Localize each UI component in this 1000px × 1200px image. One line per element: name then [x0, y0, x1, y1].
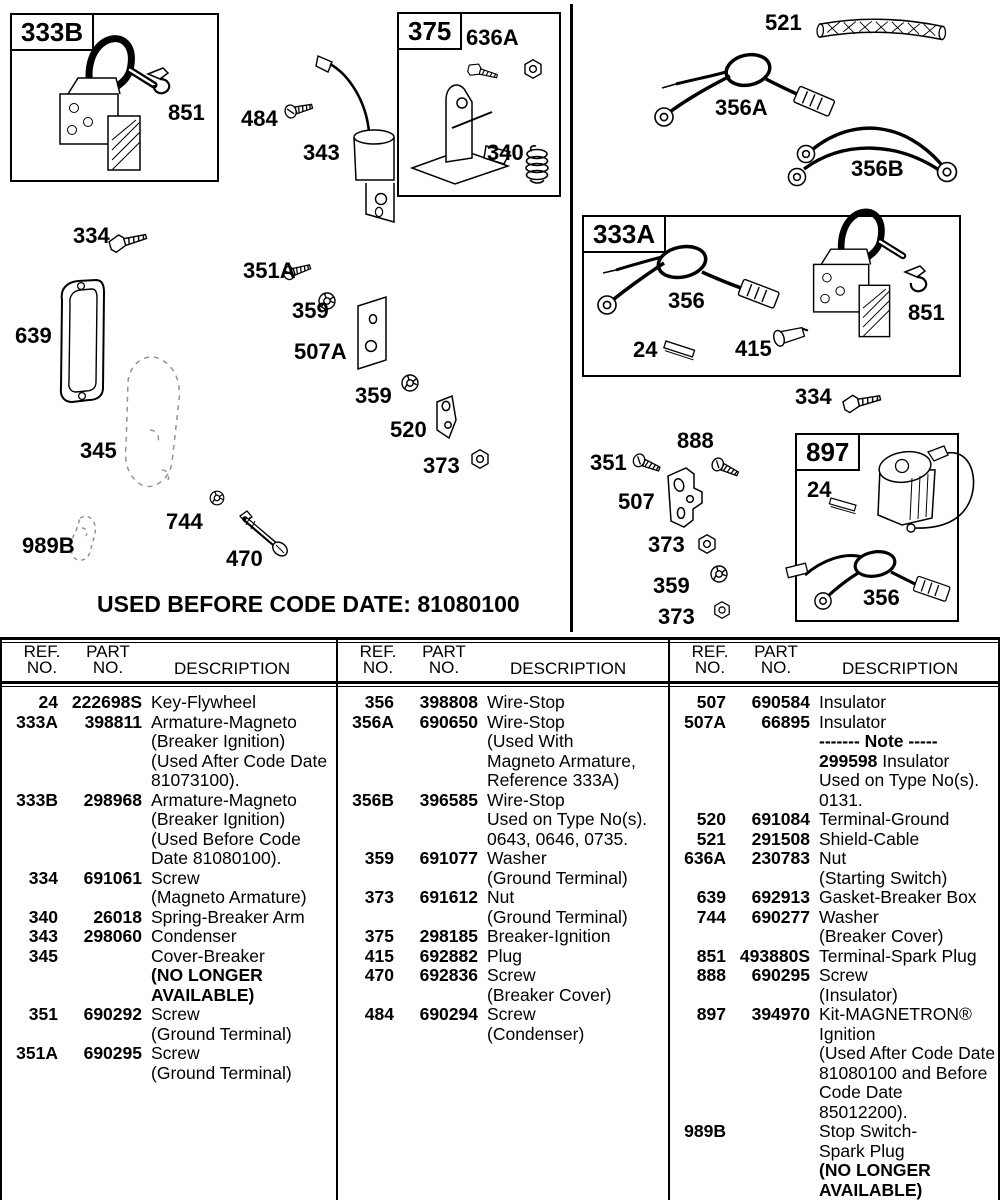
ref-no-cell: 345: [28, 945, 58, 966]
table-row: [670, 713, 996, 811]
screw-334-drawing: [108, 228, 148, 254]
table-row: [338, 693, 664, 713]
ref-no-cell: 484: [364, 1004, 394, 1024]
part-label: 507A: [294, 339, 347, 364]
part-no-cell: 690295: [751, 965, 810, 985]
part-label: 24: [633, 337, 658, 362]
part-label: 484: [241, 106, 278, 131]
part-label: 356A: [715, 95, 768, 120]
table-row: [670, 947, 996, 967]
part-no-header: PART NO.: [422, 642, 466, 677]
part-no-cell: 690292: [83, 1004, 142, 1024]
description-cell: Terminal-Ground: [819, 809, 950, 829]
ref-no-cell: 507A: [684, 711, 726, 732]
table-row: [338, 888, 664, 927]
nut-373-drawing: [699, 535, 715, 553]
part-no-cell: 691061: [83, 867, 142, 888]
table-row: [670, 1122, 996, 1200]
parts-col-0: [2, 637, 336, 1200]
ref-no-cell: 470: [364, 965, 394, 985]
table-row: [2, 791, 332, 869]
part-label: 521: [765, 10, 802, 35]
description-cell: Armature-Magneto (Breaker Ignition) (Used Before Code Date 81080100).: [151, 789, 301, 868]
ref-no-cell: 520: [696, 809, 726, 829]
part-no-cell: 230783: [751, 848, 810, 868]
part-label: 334: [73, 223, 110, 248]
description-header: DESCRIPTION: [510, 659, 627, 678]
description-cell: Screw (Ground Terminal): [151, 1043, 292, 1083]
description-cell: Washer (Breaker Cover): [819, 906, 944, 946]
part-no-cell: 493880S: [739, 945, 810, 966]
part-label: 373: [423, 453, 460, 478]
description-cell: Spring-Breaker Arm: [151, 906, 305, 927]
description-cell: Nut (Ground Terminal): [487, 887, 628, 927]
part-label: 744: [166, 509, 203, 534]
description-cell: Screw (Condenser): [487, 1004, 585, 1044]
part-no-cell: 394970: [751, 1004, 810, 1024]
nut-373-drawing: [472, 450, 488, 468]
part-no-cell: 66895: [761, 711, 810, 732]
description-cell: Gasket-Breaker Box: [819, 887, 977, 907]
table-row: [2, 1005, 332, 1044]
part-label: 359: [355, 383, 392, 408]
part-no-cell: 692913: [751, 887, 810, 907]
ref-no-cell: 356: [364, 692, 394, 712]
table-row: [338, 966, 664, 1005]
condenser-343-drawing: [316, 56, 394, 222]
washer-359-drawing: [402, 375, 418, 391]
screw-888-drawing: [710, 456, 740, 479]
part-no-cell: 690650: [419, 711, 478, 732]
part-no-cell: 298968: [83, 789, 142, 810]
ref-no-cell: 373: [364, 887, 394, 907]
insulator-507a-drawing: [358, 297, 386, 369]
part-no-cell: 691077: [419, 848, 478, 868]
column-header: [670, 644, 1000, 684]
part-label: 636A: [466, 25, 519, 50]
table-row: [338, 927, 664, 947]
part-no-cell: 692836: [419, 965, 478, 985]
part-label: 507: [618, 489, 655, 514]
nut-636a-drawing: [525, 60, 541, 78]
ref-no-cell: 851: [696, 945, 726, 966]
part-no-cell: 690277: [751, 906, 810, 927]
ref-no-cell: 356A: [352, 711, 394, 732]
code-date-caption: USED BEFORE CODE DATE: 81080100: [97, 591, 520, 617]
washer-359-drawing: [711, 566, 727, 582]
table-row: [2, 908, 332, 928]
part-no-cell: 396585: [419, 789, 478, 810]
table-row: [338, 791, 664, 850]
part-label: 639: [15, 323, 52, 348]
inset-box-label-333a: 333A: [582, 215, 666, 253]
part-no-cell: 692882: [419, 945, 478, 966]
description-cell: Screw (Ground Terminal): [151, 1004, 292, 1044]
part-no-cell: 691612: [419, 887, 478, 907]
part-no-cell: 291508: [751, 828, 810, 849]
table-row: [338, 849, 664, 888]
description-cell: Breaker-Ignition: [487, 926, 611, 946]
description-cell: Washer (Ground Terminal): [487, 848, 628, 888]
part-no-header: PART NO.: [754, 642, 798, 677]
armature-magneto-333b-drawing: [60, 39, 154, 170]
part-no-cell: 398808: [419, 692, 478, 712]
part-label: 851: [908, 300, 945, 325]
table-row: [338, 713, 664, 791]
part-label: 345: [80, 438, 117, 463]
nut-373-drawing: [715, 602, 729, 619]
breaker-screw-drawing: [467, 62, 499, 82]
table-row: [670, 908, 996, 947]
plug-415-drawing: [772, 322, 810, 347]
table-row: [2, 927, 332, 947]
description-cell: Key-Flywheel: [151, 692, 257, 712]
ref-no-cell: 888: [696, 965, 726, 985]
part-no-cell: 691084: [751, 809, 810, 829]
part-label: 359: [653, 573, 690, 598]
part-no-cell: 398811: [84, 711, 142, 732]
description-header: DESCRIPTION: [842, 659, 959, 678]
table-row: [2, 869, 332, 908]
table-row: [2, 1044, 332, 1083]
ref-no-cell: 375: [364, 926, 394, 946]
ref-no-cell: 333A: [16, 711, 58, 732]
magnetron-ignition-897-drawing: [877, 446, 973, 532]
inset-box-label-333b: 333B: [10, 13, 94, 51]
description-header: DESCRIPTION: [174, 659, 291, 678]
description-cell: Plug: [487, 945, 523, 966]
parts-col-2: [670, 637, 1000, 1200]
table-row: [670, 693, 996, 713]
description-cell: Nut (Starting Switch): [819, 848, 948, 888]
description-cell: Kit-MAGNETRON® Ignition (Used After Code Date 81080100 and Before Code Date 85012200).: [819, 1004, 996, 1122]
part-label: 340: [487, 140, 524, 165]
screw-484-drawing: [284, 99, 314, 119]
screw-334-drawing: [842, 389, 882, 413]
ref-no-cell: 989B: [684, 1121, 726, 1141]
description-cell: Stop Switch- Spark Plug (NO LONGER AVAILABLE): [819, 1121, 931, 1200]
ref-no-header: REF. NO.: [23, 642, 61, 677]
part-label: 356: [863, 585, 900, 610]
description-cell: Wire-Stop (Used With Magneto Armature, Reference 333A): [487, 711, 636, 790]
part-label: 343: [303, 140, 340, 165]
part-label: 351A: [243, 258, 296, 283]
part-label: 373: [658, 604, 695, 629]
part-label: 356B: [851, 156, 904, 181]
ref-no-cell: 639: [696, 887, 726, 907]
ref-no-cell: 340: [28, 906, 58, 927]
description-cell: Wire-Stop Used on Type No(s). 0643, 0646, 0735.: [487, 789, 648, 849]
part-label: 470: [226, 546, 263, 571]
part-label: 989B: [22, 533, 75, 558]
key-flywheel-24-drawing: [663, 341, 696, 360]
armature-magneto-333a-drawing: [814, 212, 903, 337]
description-cell: Armature-Magneto (Breaker Ignition) (Used After Code Date 81073100).: [151, 711, 328, 790]
gasket-breaker-box-639-drawing: [61, 280, 104, 402]
part-no-cell: 690584: [751, 692, 810, 712]
table-row: [670, 810, 996, 830]
part-label: 334: [795, 384, 832, 409]
description-cell: Screw (Breaker Cover): [487, 965, 612, 1005]
table-row: [338, 947, 664, 967]
part-no-cell: 222698S: [71, 692, 142, 712]
breaker-ignition-375-drawing: [412, 85, 510, 184]
part-no-cell: 690295: [83, 1043, 142, 1063]
part-label: 888: [677, 428, 714, 453]
parts-col-1: [338, 637, 668, 1200]
ref-no-cell: 351A: [16, 1043, 58, 1063]
insulator-507-drawing: [668, 468, 702, 527]
description-cell: Terminal-Spark Plug: [819, 945, 977, 966]
ref-no-cell: 334: [28, 867, 58, 888]
table-row: [2, 713, 332, 791]
ref-no-cell: 356B: [352, 789, 394, 810]
ref-no-header: REF. NO.: [359, 642, 397, 677]
table-row: [2, 693, 332, 713]
description-cell: Shield-Cable: [819, 828, 920, 849]
table-row: [670, 966, 996, 1005]
table-row: [670, 1005, 996, 1122]
ref-no-cell: 636A: [684, 848, 726, 868]
table-row: [670, 830, 996, 850]
ref-no-cell: 24: [38, 692, 58, 712]
inset-box-label-375: 375: [397, 12, 462, 50]
ref-no-cell: 507: [696, 692, 726, 712]
description-cell: Wire-Stop: [487, 692, 565, 712]
description-cell: Insulator ------- Note ----- 299598 Insulator Used on Type No(s). 0131.: [819, 711, 980, 810]
spring-340-drawing: [526, 146, 548, 183]
ref-no-cell: 521: [696, 828, 726, 849]
ref-no-header: REF. NO.: [691, 642, 729, 677]
column-header: [2, 644, 336, 684]
description-cell: Cover-Breaker (NO LONGER AVAILABLE): [151, 945, 265, 1005]
table-row: [2, 947, 332, 1006]
cover-breaker-345-drawing: [126, 357, 180, 487]
ref-no-cell: 333B: [16, 789, 58, 810]
screw-351-drawing: [631, 452, 661, 474]
part-label: 851: [168, 100, 205, 125]
part-no-header: PART NO.: [86, 642, 130, 677]
table-row: [670, 888, 996, 908]
ref-no-cell: 343: [28, 926, 58, 946]
shield-cable-521-drawing: [817, 16, 946, 44]
ref-no-cell: 415: [364, 945, 394, 966]
parts-table: [0, 637, 1000, 1200]
key-flywheel-24-drawing: [829, 498, 858, 514]
ref-no-cell: 359: [364, 848, 394, 868]
part-no-cell: 298060: [83, 926, 142, 946]
table-row: [670, 849, 996, 888]
part-label: 359: [292, 298, 329, 323]
description-cell: Condenser: [151, 926, 237, 946]
part-label: 415: [735, 336, 772, 361]
column-header: [338, 644, 668, 684]
part-label: 373: [648, 532, 685, 557]
terminal-ground-520-drawing: [437, 396, 456, 438]
description-cell: Insulator: [819, 692, 887, 712]
part-label: 24: [807, 477, 832, 502]
part-no-cell: 298185: [419, 926, 478, 946]
terminal-spark-plug-851-drawing: [905, 266, 926, 291]
ref-no-cell: 351: [28, 1004, 58, 1024]
table-row: [338, 1005, 664, 1044]
inset-box-label-897: 897: [795, 433, 860, 471]
ref-no-cell: 897: [696, 1004, 726, 1024]
part-no-cell: 690294: [419, 1004, 478, 1024]
ref-no-cell: 744: [696, 906, 726, 927]
part-label: 356: [668, 288, 705, 313]
part-label: 351: [590, 450, 627, 475]
part-label: 520: [390, 417, 427, 442]
part-no-cell: 26018: [93, 906, 142, 927]
washer-744-drawing: [210, 491, 224, 505]
description-cell: Screw (Magneto Armature): [151, 867, 307, 907]
description-cell: Screw (Insulator): [819, 965, 898, 1005]
